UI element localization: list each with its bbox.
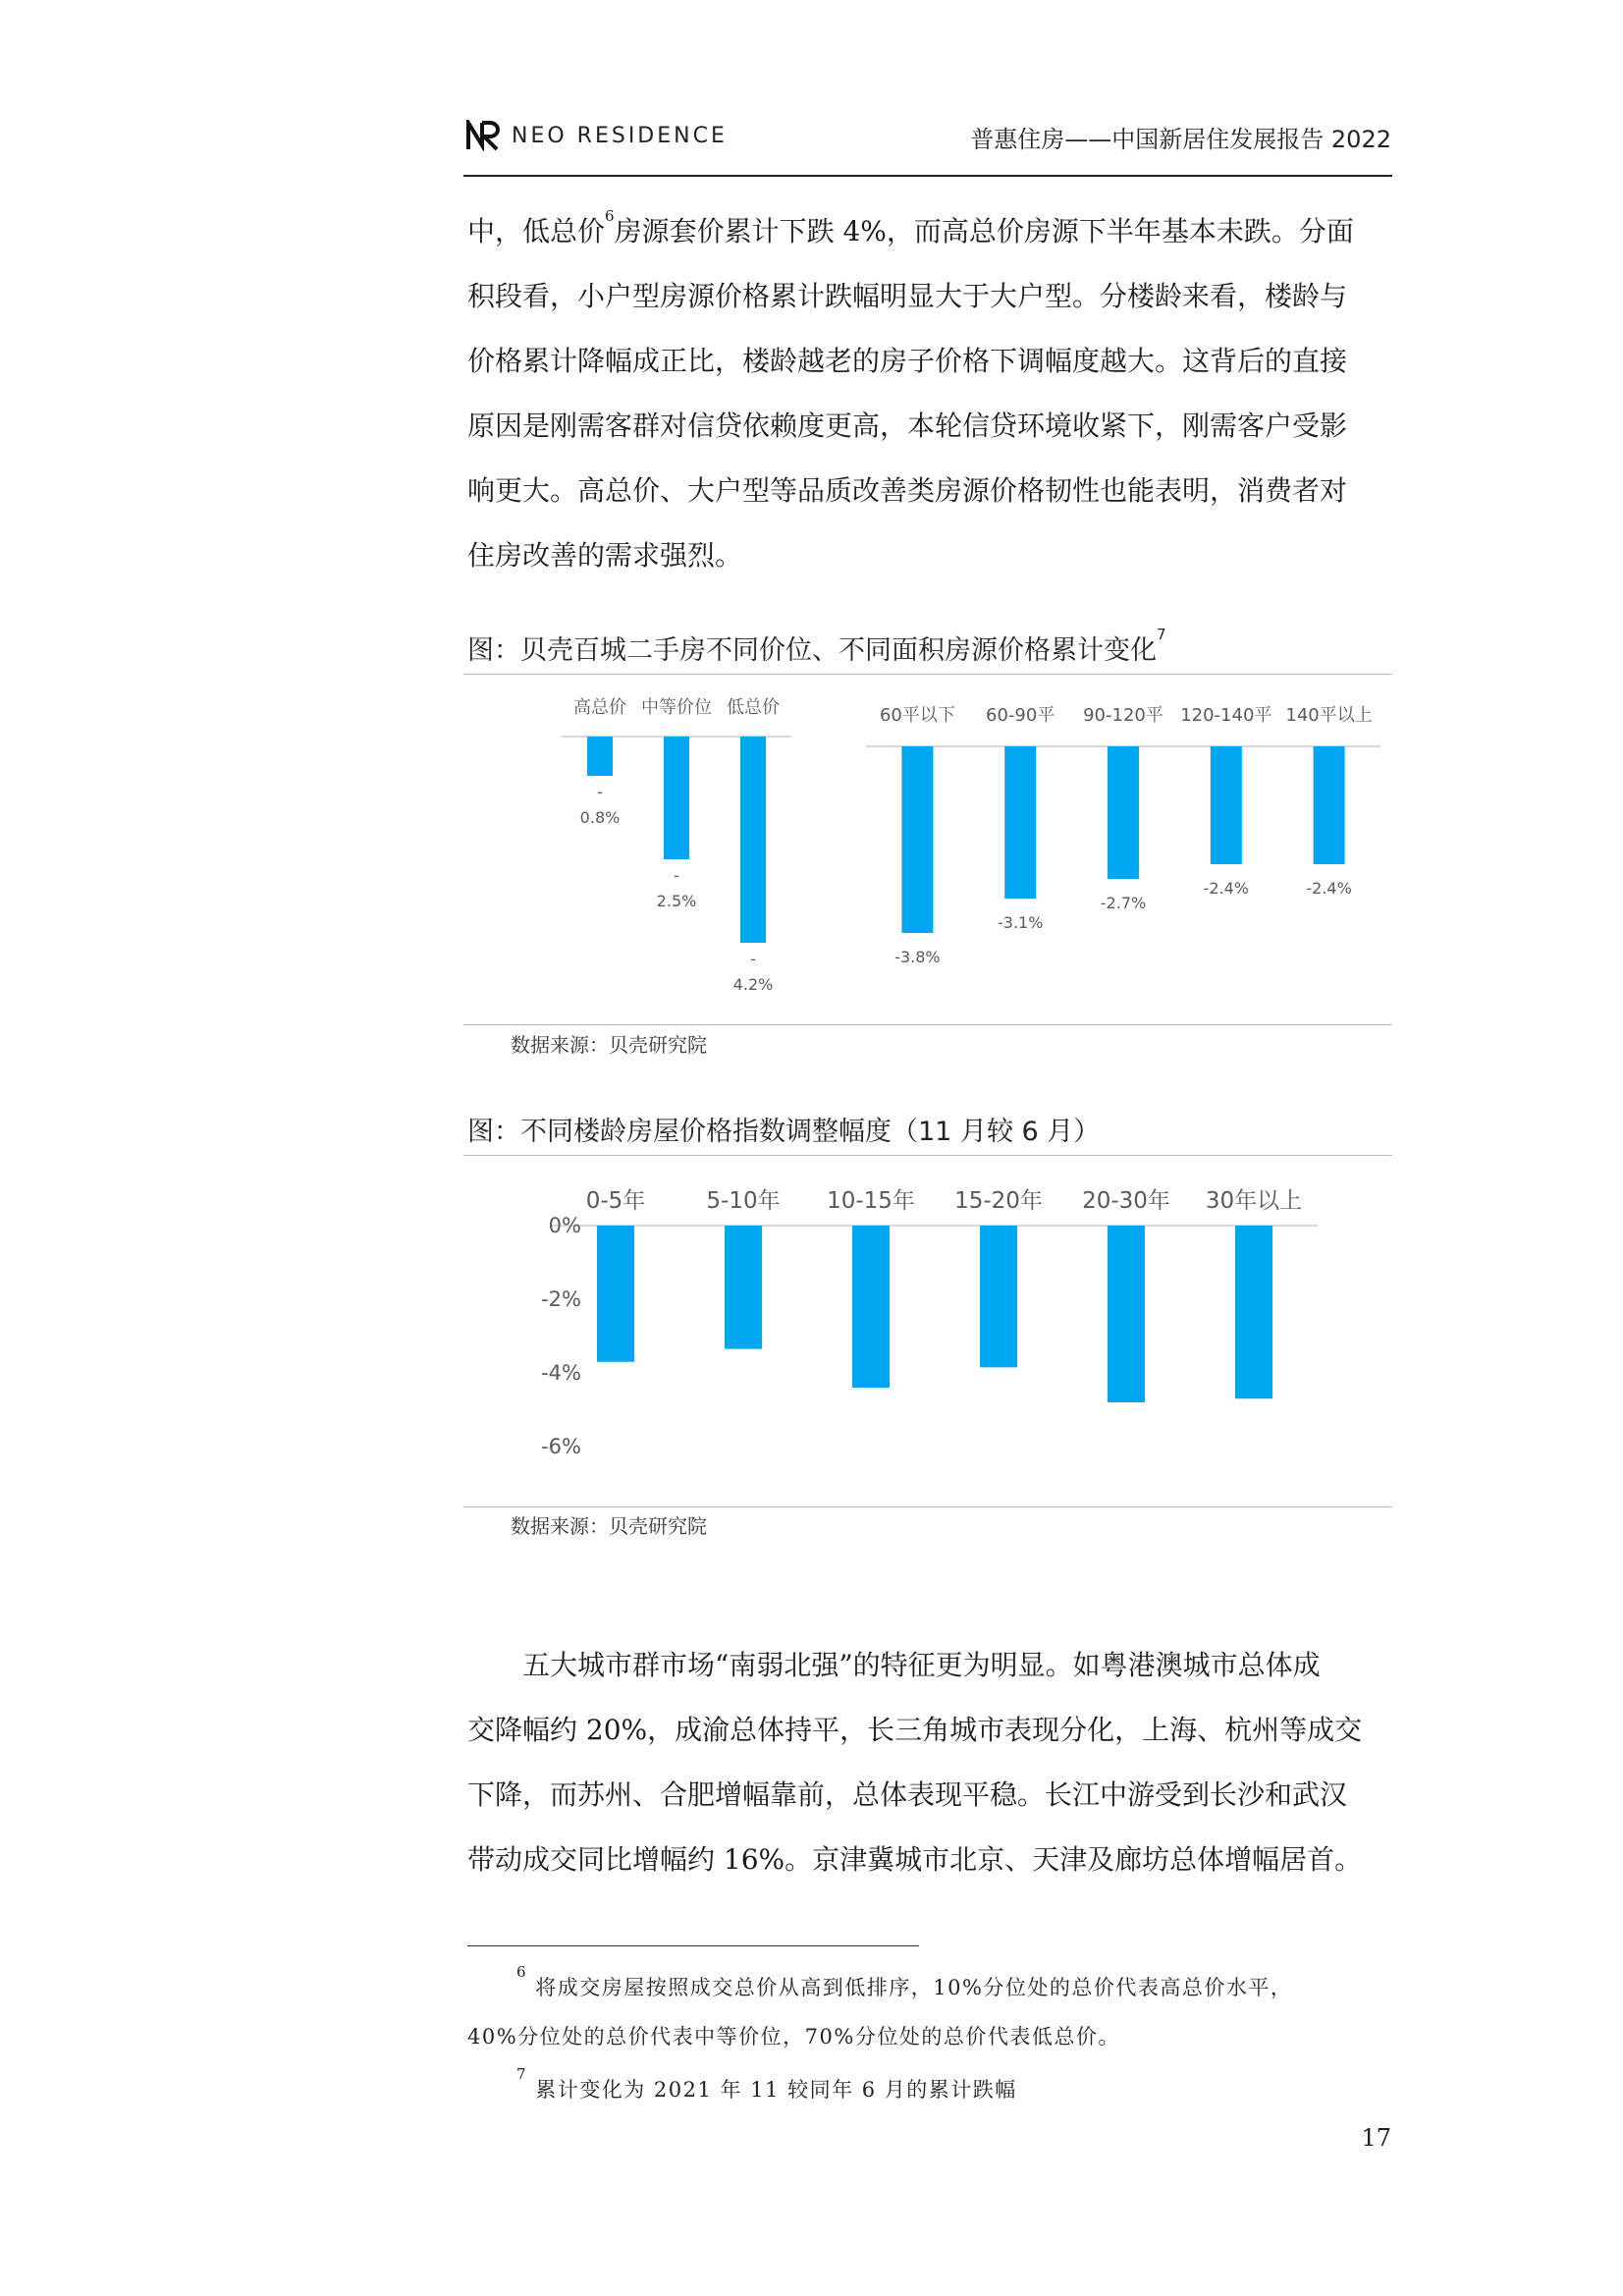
- category-label: 20-30年: [1082, 1188, 1170, 1214]
- category-label: 0-5年: [585, 1188, 646, 1214]
- paragraph-line: 原因是刚需客群对信贷依赖度更高，本轮信贷环境收紧下，刚需客户受影: [467, 410, 1348, 442]
- chart-bar: [1108, 746, 1139, 879]
- chart-bar: [740, 737, 766, 943]
- footnote-mark: 6: [516, 1963, 528, 1981]
- paragraph-line: 价格累计降幅成正比，楼龄越老的房子价格下调幅度越大。这背后的直接: [467, 345, 1348, 377]
- data-label: -3.1%: [997, 913, 1044, 932]
- data-label: [733, 950, 774, 994]
- category-label: 15-20年: [954, 1188, 1043, 1214]
- category-label: 中等价位: [641, 697, 712, 718]
- footnote-7: [467, 2065, 1396, 2114]
- data-label-sign: -: [674, 866, 679, 885]
- chart-bar: [597, 1226, 634, 1362]
- chart-bar: [664, 737, 689, 859]
- chart-bar: [725, 1226, 762, 1349]
- text-run: 房源套价累计下跌 4%，而高总价房源下半年基本未跌。分面: [614, 215, 1354, 247]
- text-run: 中，低总价: [467, 215, 606, 247]
- category-label: 60平以下: [879, 705, 955, 726]
- data-label-sign: -: [597, 783, 603, 801]
- category-label: 5-10年: [706, 1188, 781, 1214]
- category-label: 高总价: [573, 697, 626, 718]
- footnote-ref-7[interactable]: 7: [1157, 626, 1166, 643]
- footnote-mark: 7: [516, 2065, 528, 2083]
- data-label-sign: -: [750, 950, 756, 968]
- footnote-ref-6[interactable]: 6: [605, 206, 615, 225]
- data-label-value: 2.5%: [656, 892, 697, 910]
- brand-logo: [466, 116, 728, 155]
- chart-bar: [587, 737, 613, 776]
- data-label: -2.4%: [1203, 879, 1250, 898]
- body-paragraph-1: [467, 199, 1396, 588]
- category-label: 60-90平: [986, 705, 1055, 726]
- nr-logo-icon: [466, 120, 500, 151]
- category-label: 140平以上: [1285, 705, 1373, 726]
- paragraph-line: [467, 199, 1396, 264]
- caption-text: 图：贝壳百城二手房不同价位、不同面积房源价格累计变化: [467, 635, 1157, 666]
- chart-bar: [1235, 1226, 1272, 1398]
- paragraph-line: 积段看，小户型房源价格累计跌幅明显大于大户型。分楼龄来看，楼龄与: [467, 280, 1348, 312]
- header-divider: [463, 175, 1392, 177]
- data-label: -3.8%: [894, 948, 941, 966]
- figure-2-caption: 图：不同楼龄房屋价格指数调整幅度（11 月较 6 月）: [467, 1117, 1101, 1147]
- paragraph-line: 住房改善的需求强烈。: [467, 539, 743, 572]
- paragraph-line: 五大城市群市场“南弱北强”的特征更为明显。如粤港澳城市总体成: [522, 1649, 1321, 1681]
- data-label: -2.4%: [1306, 879, 1352, 898]
- data-label: [580, 783, 621, 827]
- data-label-value: 0.8%: [579, 808, 621, 827]
- paragraph-line: 下降，而苏州、合肥增幅靠前，总体表现平稳。长江中游受到长沙和武汉: [467, 1778, 1348, 1811]
- footnote-6: [467, 1963, 1396, 2012]
- report-title: 普惠住房——中国新居住发展报告 2022: [970, 126, 1391, 153]
- category-label: 10-15年: [827, 1188, 915, 1214]
- figure-1-top-rule: [463, 674, 1392, 675]
- figure-1-source: 数据来源：贝壳研究院: [511, 1033, 707, 1057]
- chart-bar: [852, 1226, 890, 1388]
- page-number: 17: [1361, 2124, 1391, 2152]
- data-label: -2.7%: [1100, 894, 1147, 912]
- figure-2-bottom-rule: [463, 1506, 1392, 1507]
- footnote-6-continued: 40%分位处的总价代表中等价位，70%分位处的总价代表低总价。: [467, 2025, 1120, 2049]
- chart-bar: [1108, 1226, 1145, 1402]
- paragraph-line: 响更大。高总价、大户型等品质改善类房源价格韧性也能表明，消费者对: [467, 474, 1348, 507]
- data-label: [657, 866, 697, 910]
- chart-bar: [1314, 746, 1345, 864]
- figure-1-caption: [467, 626, 1166, 667]
- category-label: 120-140平: [1180, 705, 1272, 726]
- chart-bar: [901, 746, 933, 933]
- data-label-value: 4.2%: [732, 975, 774, 994]
- footnote-divider: [467, 1945, 919, 1946]
- chart-bar: [1211, 746, 1242, 864]
- figure-1-chart: [463, 678, 1392, 1021]
- y-tick-label: -4%: [541, 1361, 581, 1385]
- category-label: 低总价: [727, 697, 780, 718]
- category-label: 90-120平: [1083, 705, 1163, 726]
- body-paragraph-2: [467, 1633, 1396, 1892]
- figure-1-bottom-rule: [463, 1024, 1392, 1025]
- figure-2-source: 数据来源：贝壳研究院: [511, 1514, 707, 1538]
- y-tick-label: 0%: [548, 1214, 581, 1237]
- brand-name: NEO RESIDENCE: [512, 123, 728, 148]
- footnote-text: 累计变化为 2021 年 11 较同年 6 月的累计跌幅: [535, 2078, 1017, 2102]
- category-label: 30年以上: [1205, 1188, 1303, 1214]
- paragraph-line: 带动成交同比增幅约 16%。京津冀城市北京、天津及廊坊总体增幅居首。: [467, 1843, 1363, 1876]
- figure-2-top-rule: [463, 1155, 1392, 1156]
- paragraph-line: 交降幅约 20%，成渝总体持平，长三角城市表现分化，上海、杭州等成交: [467, 1714, 1363, 1746]
- figure-2-chart: [463, 1159, 1392, 1503]
- y-tick-label: -6%: [541, 1435, 581, 1458]
- y-tick-label: -2%: [541, 1287, 581, 1311]
- footnote-text: 将成交房屋按照成交总价从高到低排序，10%分位处的总价代表高总价水平，: [535, 1976, 1293, 1999]
- chart-bar: [980, 1226, 1017, 1367]
- chart-bar: [1004, 746, 1036, 899]
